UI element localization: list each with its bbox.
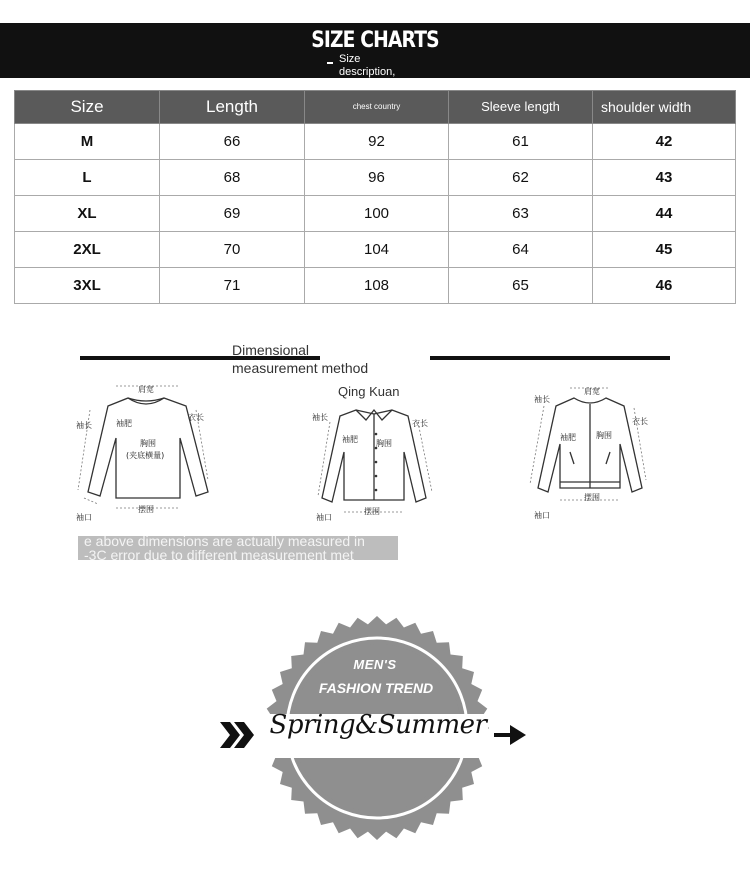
size-cell: M xyxy=(15,124,160,160)
jacket-diagram xyxy=(520,384,660,524)
table-cell: 69 xyxy=(160,196,305,232)
measurement-note-line-2: -3C error due to different measurement met xyxy=(84,547,354,563)
jacket-armpit-label: 袖肥 xyxy=(560,433,576,442)
sweater-hem-label: 摆围 xyxy=(138,505,154,514)
table-cell: 64 xyxy=(449,232,593,268)
shirt-chest-label: 胸围 xyxy=(376,439,392,448)
jacket-cuff-label: 袖口 xyxy=(534,511,550,520)
header-chest: chest country xyxy=(305,91,449,124)
table-cell: 61 xyxy=(449,124,593,160)
size-table xyxy=(14,90,735,294)
jacket-sleeve-length-label: 袖长 xyxy=(534,395,550,404)
measurement-note-line-1: e above dimensions are actually measured in xyxy=(84,533,365,549)
sweater-body-length-label: 衣长 xyxy=(188,413,204,422)
section-divider-right xyxy=(430,356,670,360)
section-title-line-2: measurement method xyxy=(232,360,369,376)
table-cell: 96 xyxy=(305,160,449,196)
shirt-sleeve-length-label: 袖长 xyxy=(312,413,328,422)
table-row xyxy=(15,196,736,232)
table-cell: 92 xyxy=(305,124,449,160)
size-cell: L xyxy=(15,160,160,196)
table-cell: 100 xyxy=(305,196,449,232)
table-cell: 43 xyxy=(593,160,736,196)
table-row xyxy=(15,268,736,304)
sweater-diagram xyxy=(76,380,216,525)
badge-line-1: MEN'S xyxy=(353,657,397,672)
table-cell: 65 xyxy=(449,268,593,304)
jacket-body-length-label: 衣长 xyxy=(632,417,648,426)
table-row xyxy=(15,232,736,268)
subtitle-line-2: description, xyxy=(339,66,396,78)
sweater-shoulder-label: 肩宽 xyxy=(138,385,154,394)
jacket-outline-icon xyxy=(520,384,660,524)
section-title-line-3: Qing Kuan xyxy=(338,384,400,399)
sweater-sleeve-length-label: 袖长 xyxy=(76,421,92,430)
sweater-chest-label: 胸围 xyxy=(140,439,156,448)
table-cell: 45 xyxy=(593,232,736,268)
table-cell: 44 xyxy=(593,196,736,232)
header-sleeve-length: Sleeve length xyxy=(449,91,593,124)
header-shoulder-width: shoulder width xyxy=(593,91,736,124)
sweater-chest-note-label: (夹底横量) xyxy=(126,451,165,460)
sweater-armpit-label: 袖肥 xyxy=(116,419,132,428)
table-cell: 42 xyxy=(593,124,736,160)
badge-script-text: Spring&Summer xyxy=(269,710,487,740)
section-title-line-1: Dimensional xyxy=(232,342,310,358)
table-cell: 108 xyxy=(305,268,449,304)
table-cell: 68 xyxy=(160,160,305,196)
sweater-cuff-label: 袖口 xyxy=(76,513,92,522)
table-cell: 104 xyxy=(305,232,449,268)
table-cell: 70 xyxy=(160,232,305,268)
subtitle-dash xyxy=(327,62,333,64)
subtitle-line-1: Size xyxy=(339,53,361,65)
badge-line-2: FASHION TREND xyxy=(318,680,434,696)
shirt-diagram xyxy=(310,400,440,525)
shirt-armpit-label: 袖肥 xyxy=(342,435,358,444)
table-cell: 71 xyxy=(160,268,305,304)
table-header-row xyxy=(15,91,736,124)
shirt-cuff-label: 袖口 xyxy=(316,513,332,522)
header-length: Length xyxy=(160,91,305,124)
size-cell: 2XL xyxy=(15,232,160,268)
jacket-hem-label: 摆围 xyxy=(584,493,600,502)
table-cell: 66 xyxy=(160,124,305,160)
table-cell: 62 xyxy=(449,160,593,196)
table-cell: 46 xyxy=(593,268,736,304)
table-row xyxy=(15,124,736,160)
page-title: SIZE CHARTS xyxy=(311,28,439,53)
shirt-hem-label: 摆围 xyxy=(364,507,380,516)
arrow-right-icon xyxy=(494,725,526,745)
jacket-shoulder-label: 肩宽 xyxy=(584,387,600,396)
shirt-body-length-label: 衣长 xyxy=(412,419,428,428)
size-cell: 3XL xyxy=(15,268,160,304)
header-size: Size xyxy=(15,91,160,124)
jacket-chest-label: 胸围 xyxy=(596,431,612,440)
table-row xyxy=(15,160,736,196)
double-chevron-icon xyxy=(220,722,254,748)
table-cell: 63 xyxy=(449,196,593,232)
size-cell: XL xyxy=(15,196,160,232)
